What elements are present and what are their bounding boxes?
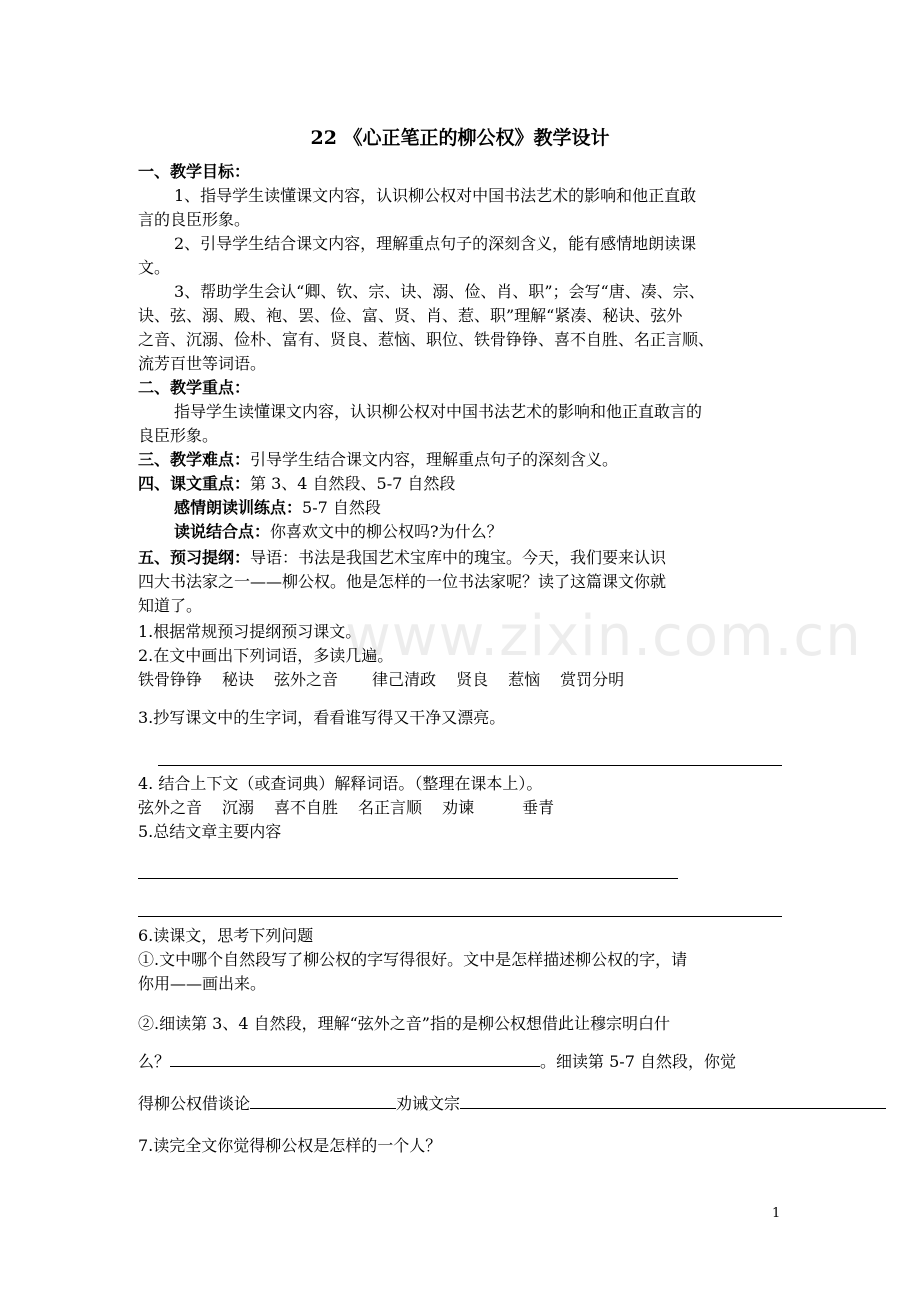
goal-1-line-2: 言的良臣形象。 — [138, 210, 251, 229]
section-4-line — [138, 472, 455, 496]
section-4-heading: 四、课文重点： — [138, 474, 251, 493]
item-5-answer-line-1[interactable] — [138, 878, 678, 879]
section-3-line — [138, 448, 618, 472]
question-2-blank-2[interactable] — [250, 1092, 396, 1109]
goal-3-line-3: 之音、沉溺、俭朴、富有、贤良、惹恼、职位、铁骨铮铮、喜不自胜、名正言顺、 — [138, 330, 715, 349]
item-2-word-list — [138, 668, 644, 692]
preview-intro-1: 导语：书法是我国艺术宝库中的瑰宝。今天，我们要来认识 — [250, 548, 667, 567]
goal-3-line-2: 诀、弦、溺、殿、袍、罢、俭、富、贤、肖、惹、职”理解“紧凑、秘诀、弦外 — [138, 306, 683, 325]
item-5: 5.总结文章主要内容 — [138, 822, 282, 841]
question-2-line-1: ②.细读第 3、4 自然段，理解“弦外之音”指的是柳公权想借此让穆宗明白什 — [138, 1014, 670, 1033]
preview-intro-3: 知道了。 — [138, 596, 203, 615]
question-2-text-a: 么？ — [138, 1052, 171, 1071]
word: 弦外之音 — [138, 798, 203, 817]
item-7: 7.读完全文你觉得柳公权是怎样的一个人？ — [138, 1136, 442, 1155]
reading-point-line — [174, 496, 381, 520]
difficulty-text: 引导学生结合课文内容，理解重点句子的深刻含义。 — [250, 450, 619, 469]
item-3: 3.抄写课文中的生字词，看看谁写得又干净又漂亮。 — [138, 708, 506, 727]
word: 惹恼 — [508, 670, 541, 689]
read-speak-line — [174, 520, 503, 544]
question-2-text-c: 得柳公权借谈论 — [138, 1094, 251, 1113]
question-1-line-2: 你用——画出来。 — [138, 974, 267, 993]
question-2-blank-3[interactable] — [460, 1092, 886, 1109]
read-speak-text: 你喜欢文中的柳公权吗?为什么？ — [270, 522, 503, 541]
item-2: 2.在文中画出下列词语，多读几遍。 — [138, 646, 394, 665]
document-title: 22 《心正笔正的柳公权》教学设计 — [310, 127, 610, 149]
item-4-word-list — [138, 796, 574, 820]
section-5-line — [138, 546, 666, 570]
item-1: 1.根据常规预习提纲预习课文。 — [138, 622, 362, 641]
page-number: 1 — [772, 1206, 781, 1221]
section-2-heading: 二、教学重点： — [138, 378, 251, 397]
word: 垂青 — [522, 798, 555, 817]
item-4: 4. 结合上下文（或查词典）解释词语。（整理在课本上）。 — [138, 774, 543, 793]
word: 贤良 — [456, 670, 489, 689]
word: 铁骨铮铮 — [138, 670, 203, 689]
question-2-line-2 — [138, 1050, 736, 1074]
word: 名正言顺 — [358, 798, 423, 817]
focus-text: 第 3、4 自然段、5-7 自然段 — [250, 474, 456, 493]
item-6: 6.读课文，思考下列问题 — [138, 926, 314, 945]
word: 律己清政 — [372, 670, 437, 689]
section-5-heading: 五、预习提纲： — [138, 548, 251, 567]
section-1-heading: 一、教学目标： — [138, 162, 251, 181]
read-speak-label: 读说结合点： — [174, 522, 271, 541]
key-point-line-1: 指导学生读懂课文内容，认识柳公权对中国书法艺术的影响和他正直敢言的 — [174, 402, 703, 421]
item-3-answer-line[interactable] — [158, 765, 782, 766]
word: 喜不自胜 — [274, 798, 339, 817]
goal-2-line-2: 文。 — [138, 258, 171, 277]
goal-1-line-1: 1、指导学生读懂课文内容，认识柳公权对中国书法艺术的影响和他正直敢 — [174, 186, 697, 205]
word: 弦外之音 — [274, 670, 339, 689]
key-point-line-2: 良臣形象。 — [138, 426, 219, 445]
question-2-blank-1[interactable] — [170, 1050, 540, 1067]
question-2-line-3 — [138, 1092, 886, 1116]
question-2-text-b: 。细读第 5-7 自然段，你觉 — [540, 1052, 736, 1071]
reading-point-label: 感情朗读训练点： — [174, 498, 303, 517]
word: 秘诀 — [222, 670, 255, 689]
reading-point-text: 5-7 自然段 — [302, 498, 381, 517]
word: 沉溺 — [222, 798, 255, 817]
item-5-answer-line-2[interactable] — [138, 916, 782, 917]
watermark: www.zixin.com.cn — [345, 604, 862, 669]
preview-intro-2: 四大书法家之一——柳公权。他是怎样的一位书法家呢？读了这篇课文你就 — [138, 572, 667, 591]
goal-2-line-1: 2、引导学生结合课文内容，理解重点句子的深刻含义，能有感情地朗读课 — [174, 234, 697, 253]
word: 赏罚分明 — [560, 670, 625, 689]
question-1-line-1: ①.文中哪个自然段写了柳公权的字写得很好。文中是怎样描述柳公权的字，请 — [138, 950, 688, 969]
goal-3-line-4: 流芳百世等词语。 — [138, 354, 267, 373]
word: 劝谏 — [442, 798, 475, 817]
question-2-text-d: 劝诫文宗 — [396, 1094, 461, 1113]
goal-3-line-1: 3、帮助学生会认“卿、钦、宗、诀、溺、俭、肖、职”；会写“唐、凑、宗、 — [174, 282, 705, 301]
section-3-heading: 三、教学难点： — [138, 450, 251, 469]
